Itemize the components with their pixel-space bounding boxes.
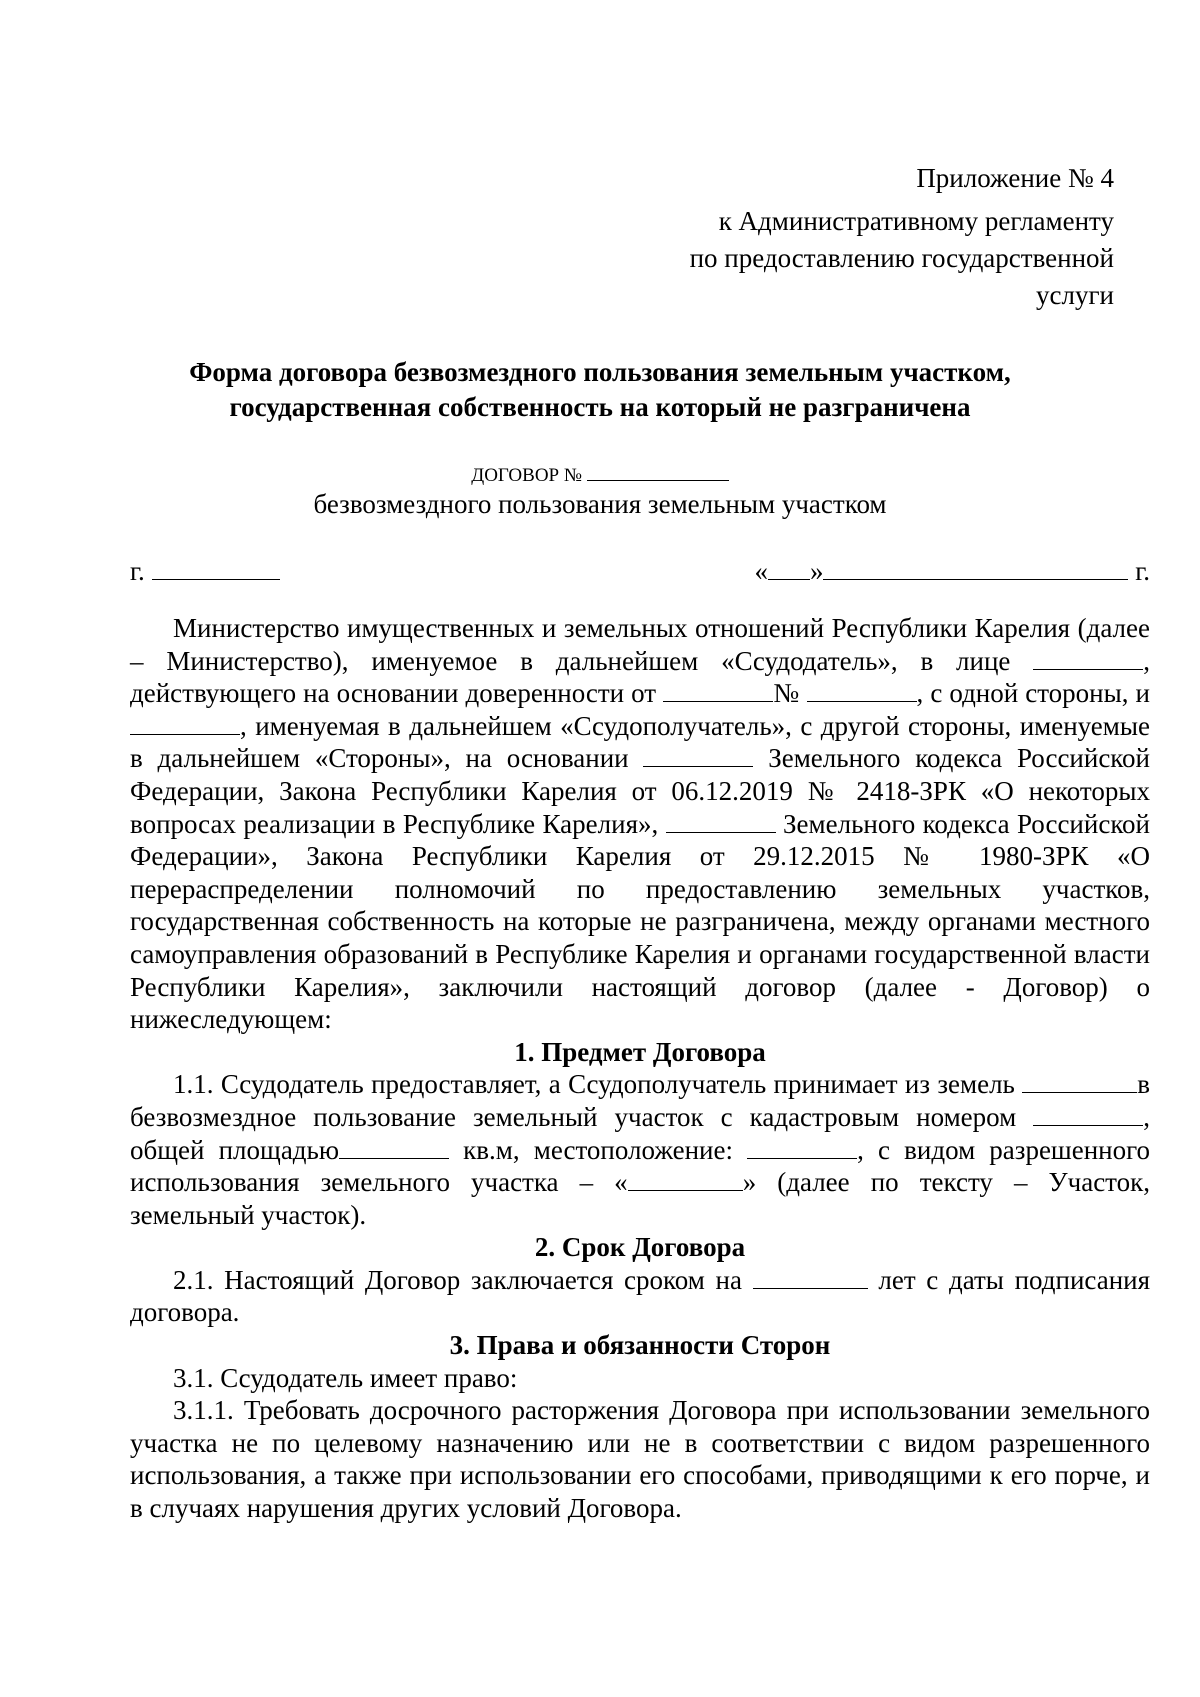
date-day-blank <box>768 555 810 580</box>
appendix-number: Приложение № 4 <box>916 163 1114 193</box>
section-3-heading: 3. Права и обязанности Сторон <box>449 1330 831 1361</box>
legal-basis-blank-2 <box>666 808 776 833</box>
preamble-text-3: № <box>773 678 800 709</box>
city-blank <box>152 555 280 580</box>
section-1-text-e: , с видом разрешенного использования земельного участка – « <box>130 1134 1151 1198</box>
section-1-text-f: » (далее по тексту – Участок, земельный участок). <box>130 1167 1150 1230</box>
appendix-line-service: услуги <box>1036 280 1114 310</box>
preamble-text-7: Земельного кодекса Российской Федерации», Закона Республики Карелия от 29.12.2015 № 1980-ЗРК «О перераспределении полномочий по предоставлению земельных участков, государственная собственность на которые не разграничена, между органами местного самоуправления образований в Республике Карелия и органами государственной власти Республики Карелия», заключили настоящий договор (далее - Договор) о нижеследующем: <box>130 808 1151 1035</box>
section-1-text-a: 1.1. Ссудодатель предоставляет, а Ссудополучатель принимает из земель <box>173 1069 1015 1100</box>
section-2-text-b: лет с даты подписания договора. <box>130 1264 1151 1328</box>
date-field <box>754 555 1150 587</box>
section-1-text-c: , общей площадью <box>130 1101 1150 1165</box>
section-3-paragraph-1: 3.1. Ссудодатель имеет право: <box>173 1362 518 1393</box>
power-of-attorney-date-blank <box>663 677 773 702</box>
section-1-heading: 1. Предмет Договора <box>514 1036 766 1067</box>
section-1-text-b: в безвозмездное пользование земельный участок с кадастровым номером <box>130 1069 1151 1132</box>
appendix-block <box>554 160 1114 314</box>
section-1-paragraph <box>130 1068 1150 1231</box>
section-2-heading: 2. Срок Договора <box>534 1232 746 1263</box>
representative-blank <box>1033 645 1143 670</box>
preamble-text-6: Земельного кодекса Российской Федерации, Закона Республики Карелия от 06.12.2019 № 2418-ЗРК «О некоторых вопросах реализации в Республике Карелия», <box>130 743 1151 839</box>
section-3-paragraph-2: 3.1.1. Требовать досрочного расторжения Договора при использовании земельного участка не по целевому назначению или не в соответствии с видом разрешенного использования, а также при использовании его способами, приводящими к его порче, и в случаях нарушения других условий Договора. <box>130 1395 1150 1524</box>
city-field <box>130 555 280 587</box>
power-of-attorney-number-blank <box>807 677 917 702</box>
city-prefix: г. <box>130 556 145 586</box>
location-blank <box>747 1134 857 1159</box>
date-year-suffix: г. <box>1135 556 1150 586</box>
appendix-line-provision: по предоставлению государственной <box>689 243 1114 273</box>
date-quote-close: » <box>809 556 824 586</box>
legal-basis-blank <box>643 742 753 767</box>
term-years-blank <box>753 1264 868 1289</box>
date-quote-open: « <box>754 556 768 586</box>
appendix-line-regulation: к Административному регламенту <box>718 206 1114 236</box>
borrower-blank <box>130 710 240 735</box>
preamble-paragraph <box>130 612 1150 1036</box>
form-title-line-1: Форма договора безвозмездного пользования земельным участком, <box>189 357 1011 387</box>
land-category-blank <box>1022 1068 1137 1093</box>
preamble-text-2: , действующего на основании доверенности от <box>130 645 1150 709</box>
preamble-text-1: Министерство имущественных и земельных отношений Республики Карелия (далее – Министерство), именуемое в дальнейшем «Ссудодатель», в лице <box>130 613 1150 676</box>
area-blank <box>339 1134 449 1159</box>
date-month-year-blank <box>823 555 1128 580</box>
cadastral-number-blank <box>1033 1101 1143 1126</box>
contract-body <box>130 612 1150 1525</box>
contract-subtitle: безвозмездного пользования земельным участком <box>313 489 887 519</box>
section-2-paragraph <box>130 1264 1150 1329</box>
permitted-use-blank <box>628 1166 743 1191</box>
preamble-text-5: , именуемая в дальнейшем «Ссудополучатель», с другой стороны, именуемые в дальнейшем «Стороны», на основании <box>130 710 1150 774</box>
form-title <box>120 355 1080 425</box>
form-title-line-2: государственная собственность на который не разграничена <box>229 392 971 422</box>
contract-number-label: ДОГОВОР № <box>471 465 582 486</box>
contract-number <box>0 463 1200 487</box>
contract-number-blank <box>587 463 729 481</box>
preamble-text-4: , с одной стороны, и <box>916 678 1151 709</box>
section-2-text-a: 2.1. Настоящий Договор заключается сроком на <box>173 1264 742 1295</box>
section-1-text-d: кв.м, местоположение: <box>463 1134 733 1165</box>
